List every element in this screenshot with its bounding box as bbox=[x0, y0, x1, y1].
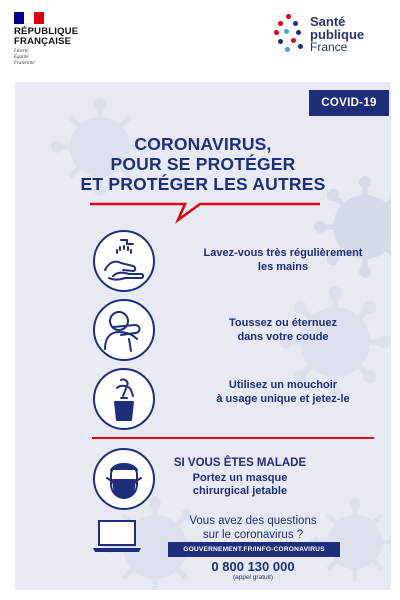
info-url-link[interactable]: GOUVERNEMENT.FR/INFO-CORONAVIRUS bbox=[168, 542, 340, 557]
republic-line2: FRANÇAISE bbox=[14, 36, 72, 47]
instruction-2-line2: dans votre coude bbox=[237, 331, 329, 343]
french-flag-icon bbox=[14, 12, 44, 24]
speech-bubble-underline bbox=[90, 202, 320, 224]
instruction-row-handwash bbox=[93, 230, 363, 292]
instruction-3-line2: à usage unique et jetez-le bbox=[216, 393, 350, 405]
motto-egalite: Égalité bbox=[14, 55, 29, 60]
instruction-text-2 bbox=[183, 316, 383, 344]
covid-poster bbox=[15, 82, 391, 590]
question-line1: Vous avez des questions bbox=[189, 515, 317, 527]
instruction-row-tissue bbox=[93, 368, 350, 430]
laptop-icon bbox=[91, 518, 143, 554]
dots-logo-icon bbox=[274, 14, 304, 54]
instruction-1-line2: les mains bbox=[257, 261, 309, 273]
poster-title bbox=[15, 134, 391, 194]
republic-line1: RÉPUBLIQUE bbox=[14, 26, 79, 37]
instruction-row-cough bbox=[93, 299, 337, 361]
tissue-bin-icon bbox=[93, 368, 155, 430]
agency-line2: publique bbox=[310, 26, 365, 42]
phone-number[interactable]: 0 800 130 000 bbox=[211, 559, 295, 574]
questions-text bbox=[153, 514, 353, 542]
section-divider bbox=[92, 437, 374, 439]
page-header bbox=[0, 0, 400, 80]
title-line2: POUR SE PROTÉGER bbox=[110, 154, 296, 174]
republique-francaise-logo bbox=[14, 12, 78, 67]
instruction-text-3 bbox=[183, 378, 383, 406]
instruction-text-1 bbox=[183, 246, 383, 274]
motto-fraternite: Fraternité bbox=[14, 61, 35, 66]
agency-line1: Santé bbox=[310, 13, 346, 29]
question-line2: sur le coronavirus ? bbox=[202, 529, 304, 541]
agency-line3: France bbox=[310, 39, 348, 54]
instruction-2-line1: Toussez ou éternuez bbox=[229, 317, 337, 329]
hand-washing-icon bbox=[93, 230, 155, 292]
sick-heading: SI VOUS ÊTES MALADE bbox=[173, 457, 307, 469]
title-line3: ET PROTÉGER LES AUTRES bbox=[80, 174, 326, 194]
title-line1: CORONAVIRUS, bbox=[134, 134, 272, 154]
covid-badge: COVID-19 bbox=[309, 90, 389, 116]
sick-line1: Portez un masque bbox=[192, 472, 288, 484]
phone-note: (appel gratuit) bbox=[232, 574, 274, 581]
instruction-1-line1: Lavez-vous très régulièrement bbox=[203, 247, 363, 259]
sick-line2: chirurgical jetable bbox=[192, 485, 288, 497]
sante-publique-france-logo bbox=[274, 14, 364, 54]
instruction-3-line1: Utilisez un mouchoir bbox=[228, 379, 338, 391]
cough-elbow-icon bbox=[93, 299, 155, 361]
motto-liberte: Liberté bbox=[14, 49, 29, 54]
